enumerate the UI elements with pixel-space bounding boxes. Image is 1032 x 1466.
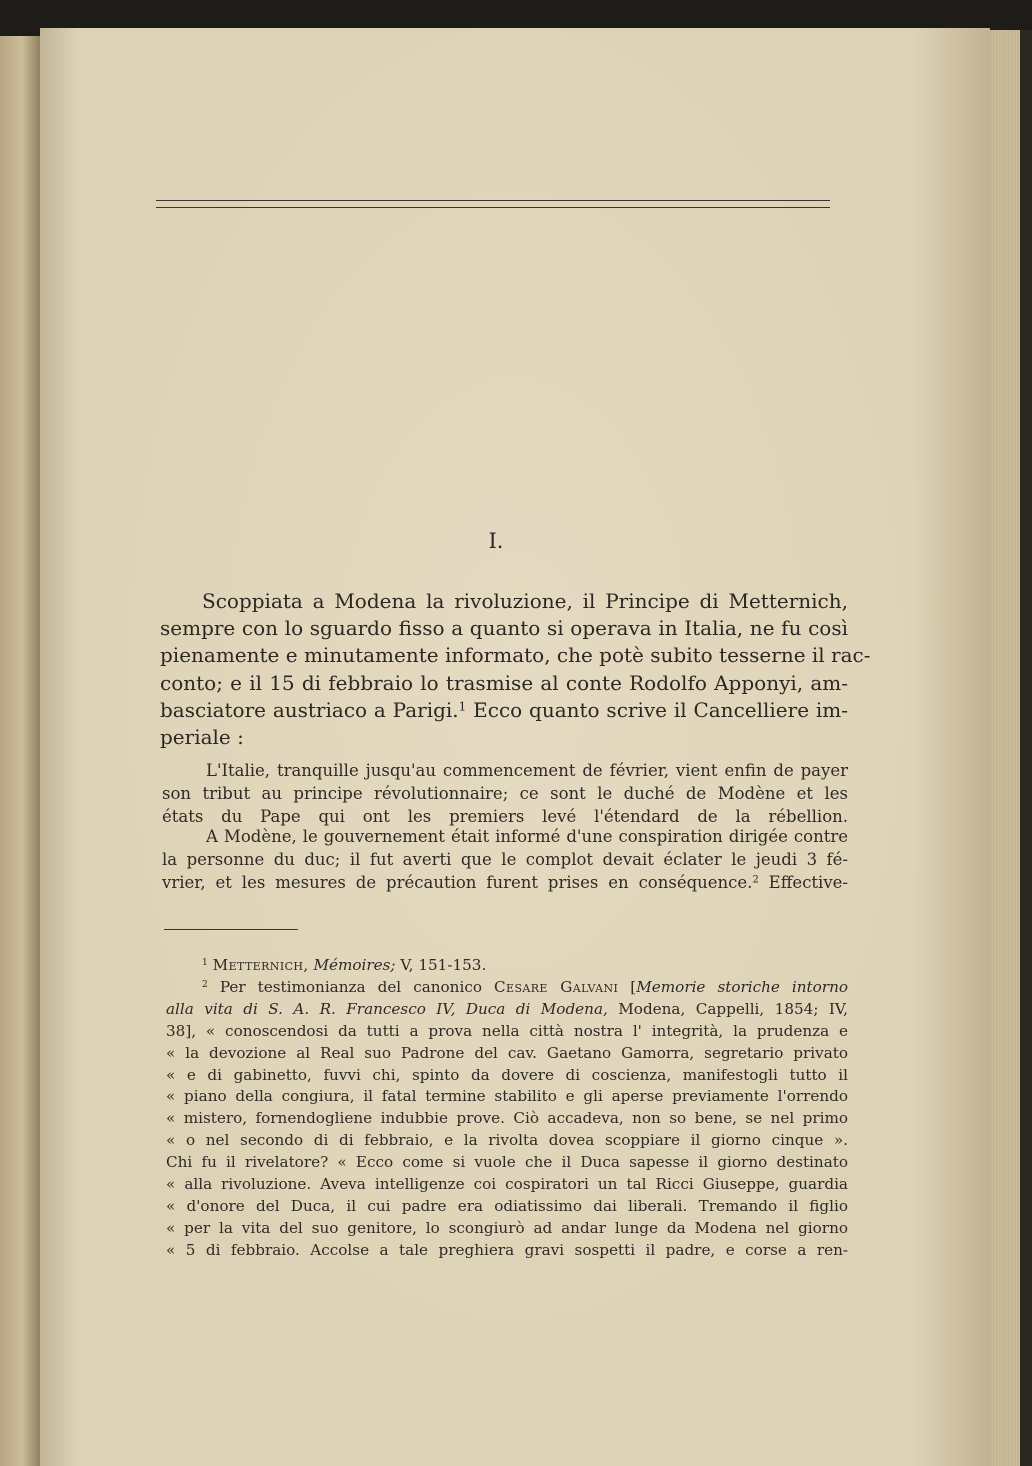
body-line [160,697,848,724]
footnote-2-lead: Per testimonianza del canonico [219,977,482,996]
quote-line: L'Italie, tranquille jusqu'au commencement de février, vient enfin de payer [206,761,848,780]
footnote-ref-1: 1 [458,699,467,714]
footnote-2-line: 38], « conoscendosi da tutti a prova nella città nostra l' integrità, la prudenza e [166,1021,848,1040]
body-paragraph [160,588,871,751]
quote-line [162,871,848,894]
footnote-2-line: « piano della congiura, il fatal termine stabilito e gli aperse previamente l'orrendo [166,1087,848,1106]
header-rule-bottom [156,207,830,208]
footnote-2-line: « 5 di febbraio. Accolse a tale preghiera gravi sospetti il padre, e corse a ren- [166,1240,848,1259]
quote-line-segment: vrier, et les mesures de précaution furent prises en conséquence. [162,873,753,893]
quote-line: états du Pape qui ont les premiers levé l'étendard de la rébellion. [162,807,848,827]
footnote-2-line: « o nel secondo di di febbraio, e la rivolta dovea scoppiare il giorno cinque ». [166,1131,848,1150]
header-rule-top [156,200,830,201]
quote-line: son tribut au principe révolutionnaire; ce sont le duché de Modène et les [162,784,848,804]
quote-line: la personne du duc; il fut averti que le complot devait éclater le jeudi 3 fé- [162,850,848,870]
previous-page-edge [0,36,40,1466]
body-line: Scoppiata a Modena la rivoluzione, il Principe di Metternich, [202,589,848,613]
body-line: periale : [160,725,244,750]
footnotes [166,955,848,1262]
binding-shadow [1020,30,1032,1466]
quote-paragraph-1 [162,759,848,829]
footnote-1-ref: V, 151-153. [400,956,487,974]
page-stack-edge [990,30,1020,1466]
footnote-2-line: Chi fu il rivelatore? « Ecco come si vuole che il Duca sapesse il giorno destinato [166,1153,848,1172]
footnote-ref-2: 2 [752,874,759,886]
footnote-1-number: 1 [202,957,208,968]
body-line-segment: Ecco quanto scrive il Cancelliere im- [473,697,848,722]
footnote-2-title: alla vita di S. A. R. Francesco IV, Duca di Modena, [166,999,608,1018]
footnote-2-line [166,977,848,999]
body-line: conto; e il 15 di febbraio lo trasmise al conte Rodolfo Apponyi, am- [160,670,848,695]
footnote-2-line: « d'onore del Duca, il cui padre era odiatissimo dai liberali. Tremando il figlio [166,1196,848,1215]
footnote-1-author: Metternich, [212,956,309,974]
quote-line-segment: Effective- [768,873,848,893]
footnote-2-author: Cesare Galvani [494,977,619,996]
footnote-1-work: Mémoires; [313,956,396,974]
footnote-separator [164,929,298,930]
footnote-2-title: Memorie storiche intorno [636,977,848,996]
quote-line: A Modène, le gouvernement était informé d'une conspiration dirigée contre [206,827,848,846]
body-line-segment: basciatore austriaco a Parigi. [160,697,459,722]
footnote-2-line: « la devozione al Real suo Padrone del cav. Gaetano Gamorra, segretario privato [166,1043,848,1062]
footnote-2-line: « alla rivoluzione. Aveva intelligenze coi cospiratori un tal Ricci Giuseppe, guardia [166,1175,848,1194]
chapter-number: I. [488,529,504,553]
body-line: sempre con lo sguardo fisso a quanto si operava in Italia, ne fu così [160,616,848,641]
footnote-2-line [166,999,848,1021]
footnote-2-publication: Modena, Cappelli, 1854; IV, [618,999,848,1018]
footnote-2-number: 2 [202,979,208,990]
footnote-2-line: « per la vita del suo genitore, lo scongiurò ad andar lunge da Modena nel giorno [166,1218,848,1237]
footnote-2-line: « mistero, fornendogliene indubbie prove. Ciò accadeva, non so bene, se nel primo [166,1109,848,1128]
quote-paragraph-2 [162,825,848,895]
footnote-2-line: « e di gabinetto, fuvvi chi, spinto da dovere di coscienza, manifestogli tutto il [166,1065,848,1084]
body-line: pienamente e minutamente informato, che potè subito tesserne il rac- [160,643,871,668]
footnote-1 [166,955,848,977]
footnote-2-bracket: [ [630,977,637,996]
book-page [40,28,990,1466]
